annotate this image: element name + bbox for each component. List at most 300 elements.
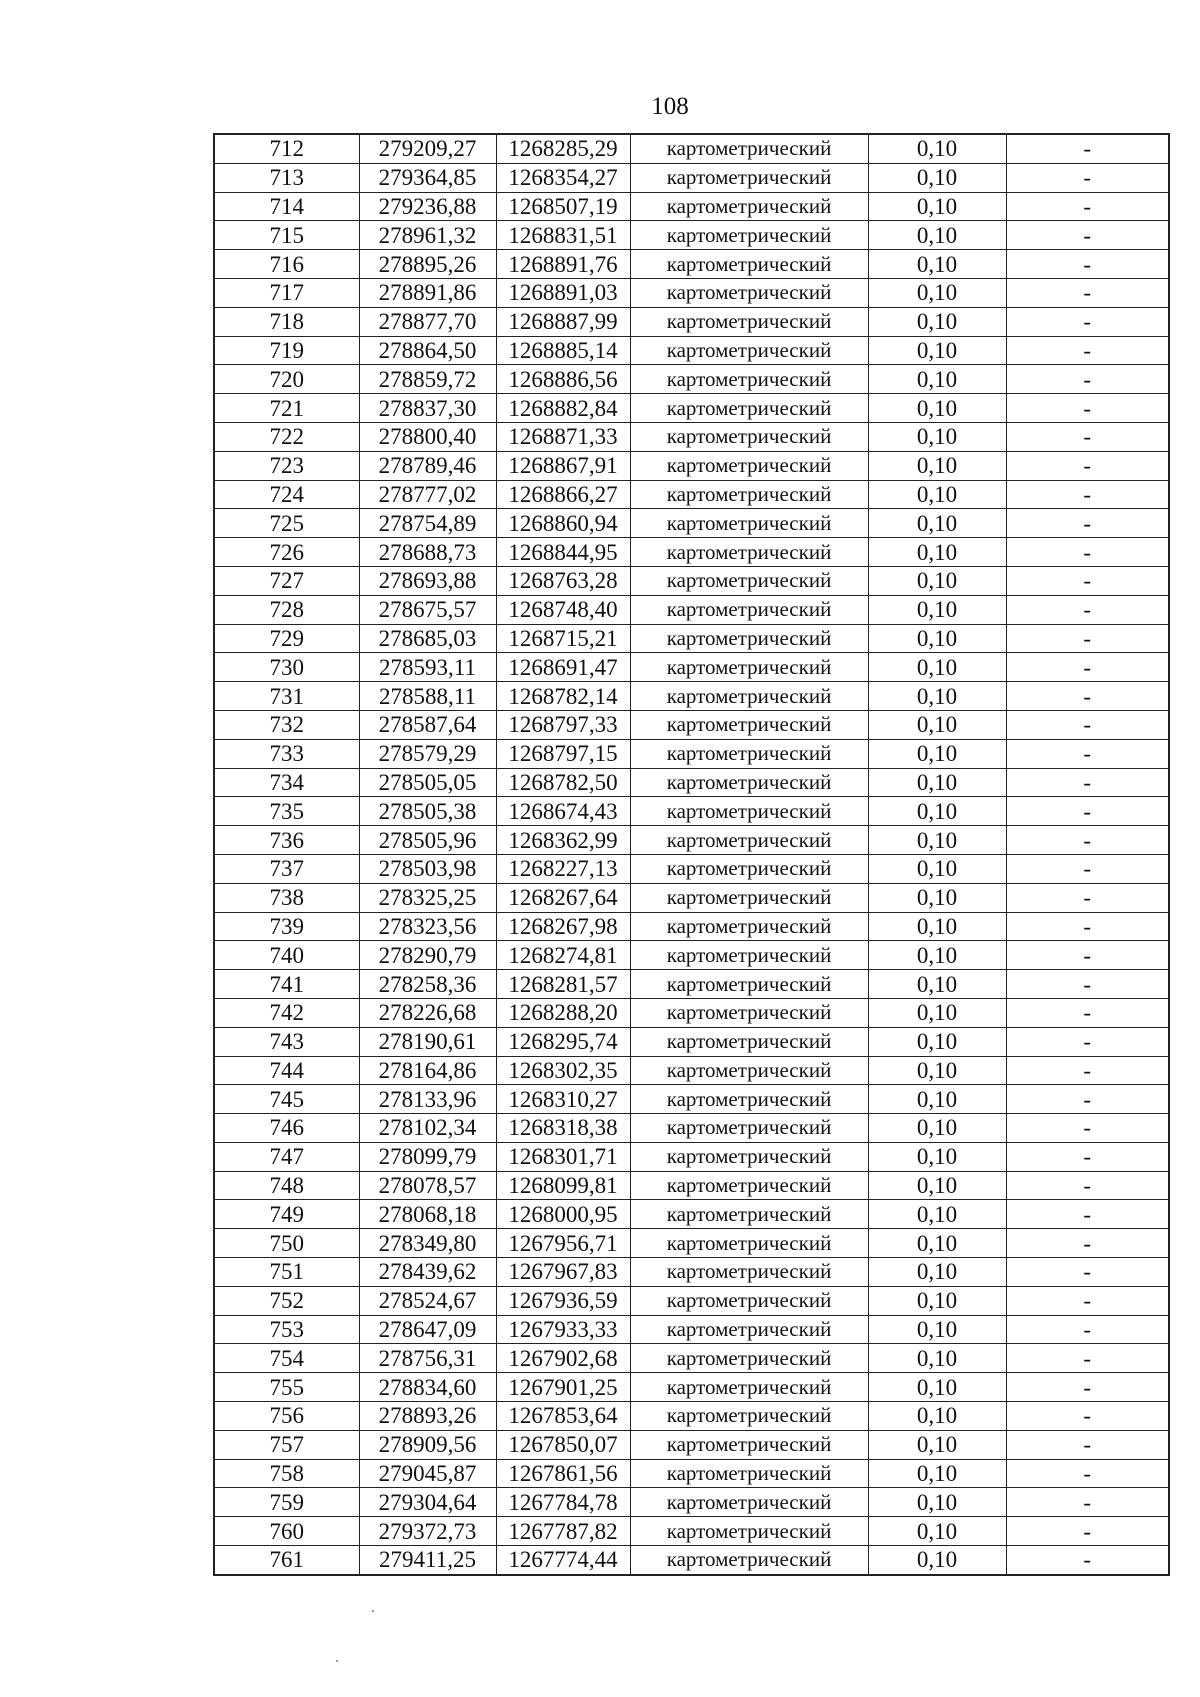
x-coordinate-cell: 278756,31 [359,1344,496,1373]
description-cell: - [1006,250,1169,279]
point-number-cell: 747 [214,1142,359,1171]
table-row [214,451,1169,480]
point-number-cell: 719 [214,336,359,365]
description-cell: - [1006,1229,1169,1258]
x-coordinate-cell: 279045,87 [359,1459,496,1488]
method-cell: картометрический [630,768,868,797]
point-number-cell: 746 [214,1114,359,1143]
method-cell: картометрический [630,739,868,768]
accuracy-cell: 0,10 [868,883,1006,912]
table-row [214,1085,1169,1114]
method-cell: картометрический [630,912,868,941]
point-number-cell: 727 [214,566,359,595]
table-row [214,365,1169,394]
method-cell: картометрический [630,1286,868,1315]
accuracy-cell: 0,10 [868,797,1006,826]
x-coordinate-cell: 278325,25 [359,883,496,912]
table-row [214,134,1169,163]
method-cell: картометрический [630,1373,868,1402]
y-coordinate-cell: 1268674,43 [496,797,630,826]
description-cell: - [1006,595,1169,624]
point-number-cell: 723 [214,451,359,480]
y-coordinate-cell: 1268866,27 [496,480,630,509]
y-coordinate-cell: 1268302,35 [496,1056,630,1085]
point-number-cell: 728 [214,595,359,624]
method-cell: картометрический [630,1114,868,1143]
description-cell: - [1006,163,1169,192]
method-cell: картометрический [630,1200,868,1229]
method-cell: картометрический [630,1488,868,1517]
table-row [214,1027,1169,1056]
table-row [214,1373,1169,1402]
point-number-cell: 732 [214,710,359,739]
point-number-cell: 748 [214,1171,359,1200]
point-number-cell: 725 [214,509,359,538]
y-coordinate-cell: 1268831,51 [496,221,630,250]
y-coordinate-cell: 1268000,95 [496,1200,630,1229]
accuracy-cell: 0,10 [868,710,1006,739]
method-cell: картометрический [630,682,868,711]
accuracy-cell: 0,10 [868,336,1006,365]
table-row [214,941,1169,970]
accuracy-cell: 0,10 [868,1056,1006,1085]
point-number-cell: 715 [214,221,359,250]
method-cell: картометрический [630,336,868,365]
table-row [214,739,1169,768]
method-cell: картометрический [630,163,868,192]
y-coordinate-cell: 1268782,50 [496,768,630,797]
table-row [214,1459,1169,1488]
description-cell: - [1006,768,1169,797]
method-cell: картометрический [630,998,868,1027]
description-cell: - [1006,336,1169,365]
x-coordinate-cell: 278323,56 [359,912,496,941]
table-row [214,278,1169,307]
description-cell: - [1006,1056,1169,1085]
table-row [214,307,1169,336]
description-cell: - [1006,365,1169,394]
description-cell: - [1006,422,1169,451]
point-number-cell: 726 [214,538,359,567]
y-coordinate-cell: 1267853,64 [496,1402,630,1431]
y-coordinate-cell: 1268891,03 [496,278,630,307]
y-coordinate-cell: 1267967,83 [496,1258,630,1287]
accuracy-cell: 0,10 [868,1488,1006,1517]
point-number-cell: 722 [214,422,359,451]
accuracy-cell: 0,10 [868,365,1006,394]
description-cell: - [1006,509,1169,538]
x-coordinate-cell: 278068,18 [359,1200,496,1229]
description-cell: - [1006,566,1169,595]
y-coordinate-cell: 1268295,74 [496,1027,630,1056]
method-cell: картометрический [630,451,868,480]
accuracy-cell: 0,10 [868,221,1006,250]
accuracy-cell: 0,10 [868,1373,1006,1402]
description-cell: - [1006,710,1169,739]
table-row [214,163,1169,192]
table-row [214,1430,1169,1459]
point-number-cell: 733 [214,739,359,768]
point-number-cell: 755 [214,1373,359,1402]
y-coordinate-cell: 1267784,78 [496,1488,630,1517]
y-coordinate-cell: 1267902,68 [496,1344,630,1373]
method-cell: картометрический [630,1430,868,1459]
table-row [214,221,1169,250]
table-row [214,595,1169,624]
method-cell: картометрический [630,221,868,250]
point-number-cell: 750 [214,1229,359,1258]
point-number-cell: 754 [214,1344,359,1373]
method-cell: картометрический [630,1315,868,1344]
method-cell: картометрический [630,1258,868,1287]
y-coordinate-cell: 1268274,81 [496,941,630,970]
description-cell: - [1006,1258,1169,1287]
x-coordinate-cell: 278864,50 [359,336,496,365]
y-coordinate-cell: 1268797,15 [496,739,630,768]
table-row [214,1171,1169,1200]
method-cell: картометрический [630,797,868,826]
method-cell: картометрический [630,1229,868,1258]
description-cell: - [1006,480,1169,509]
description-cell: - [1006,797,1169,826]
x-coordinate-cell: 278909,56 [359,1430,496,1459]
method-cell: картометрический [630,250,868,279]
accuracy-cell: 0,10 [868,480,1006,509]
x-coordinate-cell: 278439,62 [359,1258,496,1287]
y-coordinate-cell: 1267956,71 [496,1229,630,1258]
x-coordinate-cell: 278834,60 [359,1373,496,1402]
point-number-cell: 734 [214,768,359,797]
description-cell: - [1006,653,1169,682]
description-cell: - [1006,278,1169,307]
point-number-cell: 714 [214,192,359,221]
description-cell: - [1006,1142,1169,1171]
point-number-cell: 761 [214,1546,359,1575]
point-number-cell: 745 [214,1085,359,1114]
accuracy-cell: 0,10 [868,278,1006,307]
accuracy-cell: 0,10 [868,854,1006,883]
description-cell: - [1006,192,1169,221]
method-cell: картометрический [630,653,868,682]
accuracy-cell: 0,10 [868,624,1006,653]
table-row [214,1229,1169,1258]
method-cell: картометрический [630,1459,868,1488]
x-coordinate-cell: 278190,61 [359,1027,496,1056]
coordinates-table [213,133,1170,1576]
x-coordinate-cell: 278837,30 [359,394,496,423]
x-coordinate-cell: 278587,64 [359,710,496,739]
x-coordinate-cell: 278693,88 [359,566,496,595]
point-number-cell: 749 [214,1200,359,1229]
method-cell: картометрический [630,624,868,653]
point-number-cell: 736 [214,826,359,855]
accuracy-cell: 0,10 [868,1114,1006,1143]
point-number-cell: 741 [214,970,359,999]
point-number-cell: 739 [214,912,359,941]
table-row [214,1142,1169,1171]
accuracy-cell: 0,10 [868,538,1006,567]
x-coordinate-cell: 278226,68 [359,998,496,1027]
accuracy-cell: 0,10 [868,1546,1006,1575]
coordinates-table-body [214,134,1169,1575]
y-coordinate-cell: 1268887,99 [496,307,630,336]
y-coordinate-cell: 1268354,27 [496,163,630,192]
x-coordinate-cell: 278258,36 [359,970,496,999]
x-coordinate-cell: 278593,11 [359,653,496,682]
page-number: 108 [651,93,689,120]
x-coordinate-cell: 279372,73 [359,1517,496,1546]
accuracy-cell: 0,10 [868,595,1006,624]
x-coordinate-cell: 278685,03 [359,624,496,653]
accuracy-cell: 0,10 [868,768,1006,797]
point-number-cell: 753 [214,1315,359,1344]
description-cell: - [1006,394,1169,423]
table-row [214,566,1169,595]
description-cell: - [1006,1546,1169,1575]
x-coordinate-cell: 278777,02 [359,480,496,509]
y-coordinate-cell: 1268867,91 [496,451,630,480]
y-coordinate-cell: 1267850,07 [496,1430,630,1459]
table-row [214,336,1169,365]
table-row [214,883,1169,912]
description-cell: - [1006,1085,1169,1114]
x-coordinate-cell: 279364,85 [359,163,496,192]
y-coordinate-cell: 1268281,57 [496,970,630,999]
description-cell: - [1006,1027,1169,1056]
table-row [214,854,1169,883]
y-coordinate-cell: 1268267,64 [496,883,630,912]
point-number-cell: 751 [214,1258,359,1287]
method-cell: картометрический [630,970,868,999]
accuracy-cell: 0,10 [868,394,1006,423]
accuracy-cell: 0,10 [868,134,1006,163]
table-row [214,422,1169,451]
point-number-cell: 757 [214,1430,359,1459]
table-row [214,682,1169,711]
accuracy-cell: 0,10 [868,192,1006,221]
description-cell: - [1006,134,1169,163]
x-coordinate-cell: 279304,64 [359,1488,496,1517]
accuracy-cell: 0,10 [868,1258,1006,1287]
x-coordinate-cell: 278588,11 [359,682,496,711]
x-coordinate-cell: 278789,46 [359,451,496,480]
y-coordinate-cell: 1268885,14 [496,336,630,365]
method-cell: картометрический [630,1171,868,1200]
accuracy-cell: 0,10 [868,451,1006,480]
accuracy-cell: 0,10 [868,682,1006,711]
y-coordinate-cell: 1267774,44 [496,1546,630,1575]
accuracy-cell: 0,10 [868,826,1006,855]
y-coordinate-cell: 1268763,28 [496,566,630,595]
table-row [214,826,1169,855]
description-cell: - [1006,1430,1169,1459]
method-cell: картометрический [630,278,868,307]
point-number-cell: 729 [214,624,359,653]
table-row [214,394,1169,423]
table-row [214,1286,1169,1315]
point-number-cell: 718 [214,307,359,336]
description-cell: - [1006,1488,1169,1517]
x-coordinate-cell: 278524,67 [359,1286,496,1315]
x-coordinate-cell: 278505,96 [359,826,496,855]
method-cell: картометрический [630,1546,868,1575]
accuracy-cell: 0,10 [868,1200,1006,1229]
description-cell: - [1006,682,1169,711]
y-coordinate-cell: 1268227,13 [496,854,630,883]
description-cell: - [1006,1517,1169,1546]
point-number-cell: 716 [214,250,359,279]
table-row [214,624,1169,653]
y-coordinate-cell: 1268507,19 [496,192,630,221]
accuracy-cell: 0,10 [868,1344,1006,1373]
x-coordinate-cell: 278505,38 [359,797,496,826]
method-cell: картометрический [630,1027,868,1056]
table-row [214,768,1169,797]
accuracy-cell: 0,10 [868,566,1006,595]
accuracy-cell: 0,10 [868,653,1006,682]
x-coordinate-cell: 278102,34 [359,1114,496,1143]
accuracy-cell: 0,10 [868,1229,1006,1258]
x-coordinate-cell: 278891,86 [359,278,496,307]
accuracy-cell: 0,10 [868,1402,1006,1431]
method-cell: картометрический [630,883,868,912]
y-coordinate-cell: 1268886,56 [496,365,630,394]
description-cell: - [1006,941,1169,970]
y-coordinate-cell: 1268362,99 [496,826,630,855]
y-coordinate-cell: 1268782,14 [496,682,630,711]
point-number-cell: 713 [214,163,359,192]
accuracy-cell: 0,10 [868,970,1006,999]
accuracy-cell: 0,10 [868,307,1006,336]
x-coordinate-cell: 278078,57 [359,1171,496,1200]
x-coordinate-cell: 278503,98 [359,854,496,883]
point-number-cell: 720 [214,365,359,394]
y-coordinate-cell: 1268891,76 [496,250,630,279]
method-cell: картометрический [630,394,868,423]
y-coordinate-cell: 1268267,98 [496,912,630,941]
y-coordinate-cell: 1268871,33 [496,422,630,451]
y-coordinate-cell: 1267901,25 [496,1373,630,1402]
point-number-cell: 740 [214,941,359,970]
point-number-cell: 743 [214,1027,359,1056]
point-number-cell: 752 [214,1286,359,1315]
point-number-cell: 760 [214,1517,359,1546]
point-number-cell: 758 [214,1459,359,1488]
x-coordinate-cell: 278893,26 [359,1402,496,1431]
method-cell: картометрический [630,1517,868,1546]
y-coordinate-cell: 1267787,82 [496,1517,630,1546]
x-coordinate-cell: 278099,79 [359,1142,496,1171]
table-row [214,1315,1169,1344]
table-row [214,480,1169,509]
y-coordinate-cell: 1268288,20 [496,998,630,1027]
description-cell: - [1006,998,1169,1027]
accuracy-cell: 0,10 [868,1459,1006,1488]
x-coordinate-cell: 278164,86 [359,1056,496,1085]
y-coordinate-cell: 1267936,59 [496,1286,630,1315]
description-cell: - [1006,1402,1169,1431]
x-coordinate-cell: 278754,89 [359,509,496,538]
x-coordinate-cell: 278290,79 [359,941,496,970]
y-coordinate-cell: 1268882,84 [496,394,630,423]
table-row [214,1344,1169,1373]
description-cell: - [1006,1171,1169,1200]
description-cell: - [1006,221,1169,250]
description-cell: - [1006,739,1169,768]
description-cell: - [1006,826,1169,855]
scan-speck [336,1660,338,1662]
description-cell: - [1006,1344,1169,1373]
method-cell: картометрический [630,710,868,739]
description-cell: - [1006,854,1169,883]
table-row [214,538,1169,567]
accuracy-cell: 0,10 [868,998,1006,1027]
method-cell: картометрический [630,566,868,595]
table-row [214,912,1169,941]
y-coordinate-cell: 1268318,38 [496,1114,630,1143]
accuracy-cell: 0,10 [868,941,1006,970]
table-row [214,998,1169,1027]
method-cell: картометрический [630,480,868,509]
method-cell: картометрический [630,1402,868,1431]
x-coordinate-cell: 278800,40 [359,422,496,451]
table-row [214,1488,1169,1517]
table-row [214,1056,1169,1085]
x-coordinate-cell: 278133,96 [359,1085,496,1114]
description-cell: - [1006,1373,1169,1402]
method-cell: картометрический [630,365,868,394]
point-number-cell: 756 [214,1402,359,1431]
table-row [214,1200,1169,1229]
point-number-cell: 759 [214,1488,359,1517]
table-row [214,509,1169,538]
y-coordinate-cell: 1268099,81 [496,1171,630,1200]
x-coordinate-cell: 278961,32 [359,221,496,250]
point-number-cell: 744 [214,1056,359,1085]
method-cell: картометрический [630,538,868,567]
accuracy-cell: 0,10 [868,1171,1006,1200]
accuracy-cell: 0,10 [868,739,1006,768]
method-cell: картометрический [630,1056,868,1085]
method-cell: картометрический [630,1085,868,1114]
point-number-cell: 730 [214,653,359,682]
x-coordinate-cell: 278505,05 [359,768,496,797]
x-coordinate-cell: 279236,88 [359,192,496,221]
method-cell: картометрический [630,1142,868,1171]
accuracy-cell: 0,10 [868,1286,1006,1315]
table-row [214,1258,1169,1287]
accuracy-cell: 0,10 [868,1085,1006,1114]
accuracy-cell: 0,10 [868,1517,1006,1546]
point-number-cell: 742 [214,998,359,1027]
accuracy-cell: 0,10 [868,1142,1006,1171]
y-coordinate-cell: 1268301,71 [496,1142,630,1171]
table-row [214,710,1169,739]
description-cell: - [1006,1459,1169,1488]
x-coordinate-cell: 278859,72 [359,365,496,394]
x-coordinate-cell: 278349,80 [359,1229,496,1258]
table-row [214,250,1169,279]
description-cell: - [1006,1200,1169,1229]
x-coordinate-cell: 279209,27 [359,134,496,163]
point-number-cell: 717 [214,278,359,307]
accuracy-cell: 0,10 [868,1315,1006,1344]
y-coordinate-cell: 1268715,21 [496,624,630,653]
x-coordinate-cell: 279411,25 [359,1546,496,1575]
description-cell: - [1006,624,1169,653]
point-number-cell: 735 [214,797,359,826]
y-coordinate-cell: 1267861,56 [496,1459,630,1488]
